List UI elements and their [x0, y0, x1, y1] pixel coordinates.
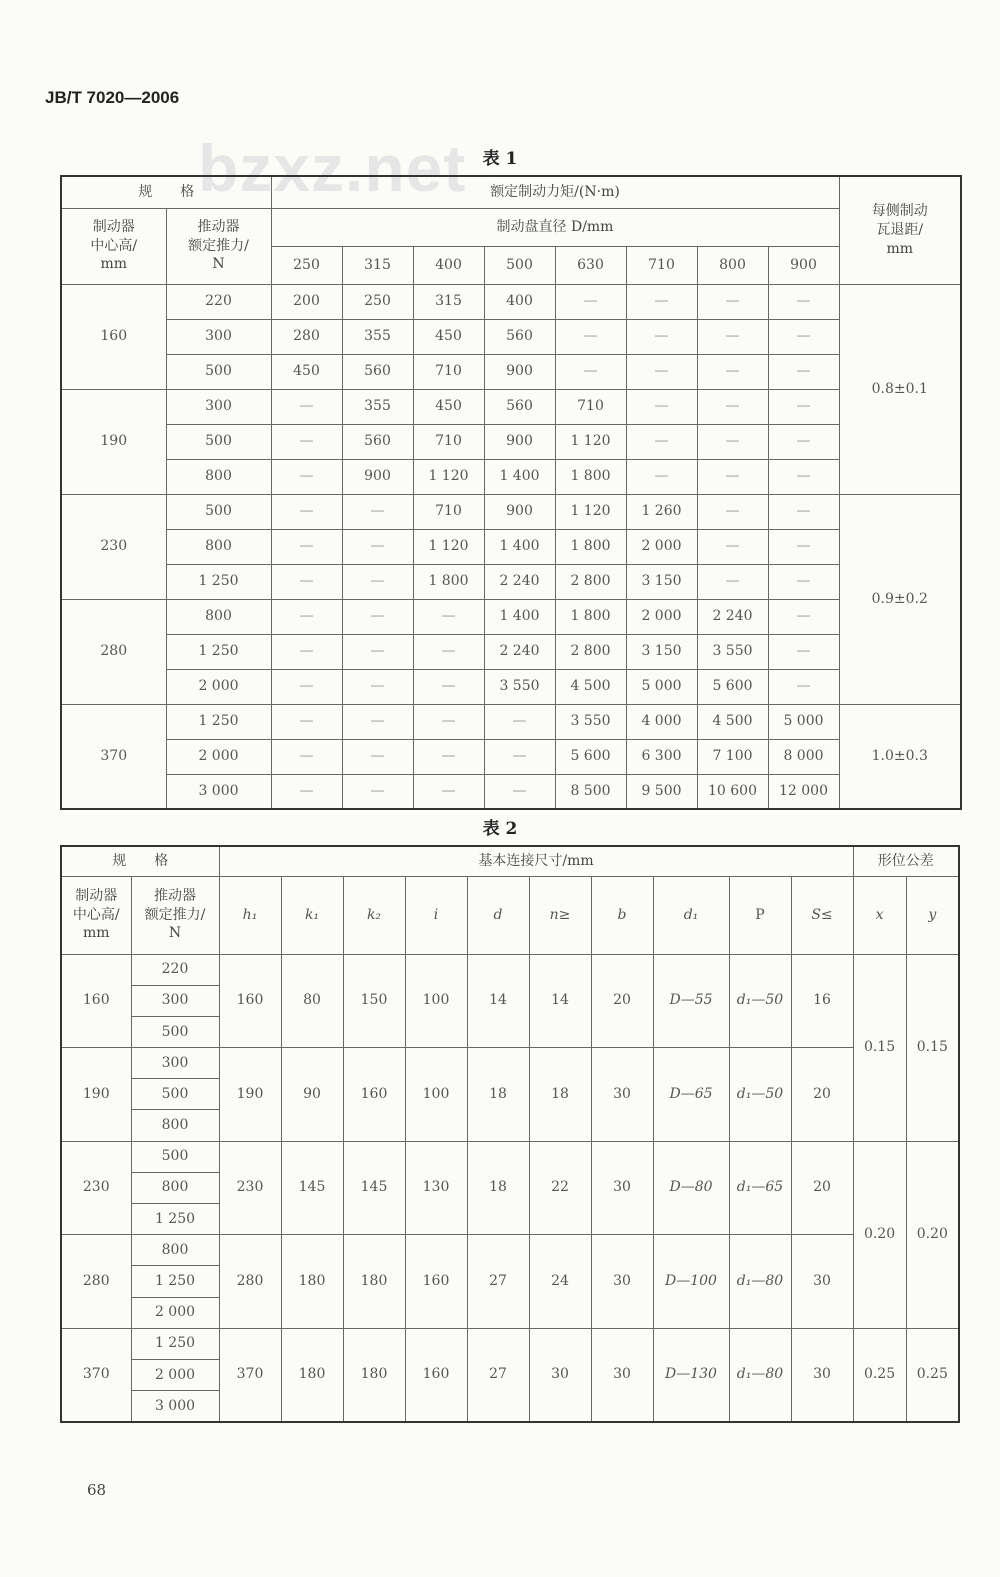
t1-torque-cell: 560 — [342, 424, 413, 459]
t2-dim-cell: D—65 — [653, 1048, 729, 1142]
t2-thrust: 500 — [131, 1079, 219, 1110]
t1-torque-cell: — — [555, 354, 626, 389]
watermark: bzxz.net — [198, 131, 467, 205]
t2-dim-cell: 100 — [405, 954, 467, 1048]
t1-torque-cell: 900 — [484, 424, 555, 459]
page-number: 68 — [87, 1481, 107, 1499]
t1-center-height: 370 — [61, 704, 166, 809]
t1-torque-cell: 450 — [413, 319, 484, 354]
t1-thrust: 800 — [166, 459, 271, 494]
t1-torque-cell: — — [271, 704, 342, 739]
t2-dim-cell: 20 — [591, 954, 653, 1048]
t1-row — [61, 389, 961, 424]
t2-dim-cell: 24 — [529, 1235, 591, 1329]
t1-torque-cell: 2 240 — [484, 564, 555, 599]
t2-dim-cell: 27 — [467, 1328, 529, 1422]
t1-thrust: 3 000 — [166, 774, 271, 809]
t2-thrust: 1 250 — [131, 1328, 219, 1359]
t1-torque-cell: — — [768, 634, 839, 669]
t1-torque-cell: — — [271, 599, 342, 634]
t1-torque-cell: — — [555, 319, 626, 354]
t1-torque-cell: — — [413, 739, 484, 774]
t1-thrust: 500 — [166, 354, 271, 389]
t1-diameter-250: 250 — [271, 246, 342, 284]
t1-thrust: 800 — [166, 599, 271, 634]
t2-row — [61, 1141, 959, 1172]
t1-torque-cell: 280 — [271, 319, 342, 354]
t1-torque-cell: — — [768, 319, 839, 354]
t1-row — [61, 529, 961, 564]
t1-torque-cell: 3 550 — [697, 634, 768, 669]
t1-torque-cell: — — [271, 389, 342, 424]
t1-torque-cell: 450 — [413, 389, 484, 424]
t1-torque-cell: 560 — [342, 354, 413, 389]
t2-col-header: d — [467, 876, 529, 954]
t2-h-basic: 基本连接尺寸/mm — [219, 846, 853, 876]
t1-torque-cell: — — [697, 354, 768, 389]
t1-torque-cell: — — [697, 319, 768, 354]
t2-h-spec: 规 格 — [61, 846, 219, 876]
t2-tol-x: 0.15 — [853, 954, 906, 1141]
t2-dim-cell: d₁—50 — [729, 1048, 791, 1142]
t2-dim-cell: d₁—80 — [729, 1235, 791, 1329]
t1-torque-cell: 900 — [484, 494, 555, 529]
t2-col-header: b — [591, 876, 653, 954]
t2-col-header: x — [853, 876, 906, 954]
t2-col-header: k₁ — [281, 876, 343, 954]
t1-torque-cell: — — [342, 739, 413, 774]
t1-torque-cell: — — [342, 774, 413, 809]
t1-torque-cell: — — [413, 634, 484, 669]
t2-dim-cell: d₁—50 — [729, 954, 791, 1048]
t1-h-thrust: 推动器 额定推力/ N — [166, 208, 271, 284]
t1-torque-cell: 900 — [342, 459, 413, 494]
t1-torque-cell: — — [768, 669, 839, 704]
t1-torque-cell: 1 800 — [555, 459, 626, 494]
t1-torque-cell: — — [413, 704, 484, 739]
t1-torque-cell: — — [484, 774, 555, 809]
t1-torque-cell: — — [413, 599, 484, 634]
t2-dim-cell: d₁—80 — [729, 1328, 791, 1422]
t2-thrust: 500 — [131, 1016, 219, 1047]
t2-thrust: 300 — [131, 1048, 219, 1079]
t1-torque-cell: 1 400 — [484, 599, 555, 634]
t1-torque-cell: 1 120 — [555, 424, 626, 459]
t2-dim-cell: 370 — [219, 1328, 281, 1422]
t2-thrust: 220 — [131, 954, 219, 985]
t2-dim-cell: 160 — [219, 954, 281, 1048]
t1-center-height: 280 — [61, 599, 166, 704]
t1-header-row-1 — [61, 176, 961, 208]
t2-dim-cell: 160 — [343, 1048, 405, 1142]
t1-thrust: 2 000 — [166, 739, 271, 774]
t2-dim-cell: 180 — [343, 1235, 405, 1329]
t2-col-header: d₁ — [653, 876, 729, 954]
t2-col-header: P — [729, 876, 791, 954]
t2-dim-cell: D—80 — [653, 1141, 729, 1235]
t2-dim-cell: 14 — [467, 954, 529, 1048]
t1-torque-cell: 4 500 — [555, 669, 626, 704]
t1-diameter-900: 900 — [768, 246, 839, 284]
t1-torque-cell: 2 800 — [555, 634, 626, 669]
t1-torque-cell: — — [271, 739, 342, 774]
t1-torque-cell: 5 000 — [768, 704, 839, 739]
t1-torque-cell: 1 260 — [626, 494, 697, 529]
t1-torque-cell: — — [697, 284, 768, 319]
t1-torque-cell: — — [697, 494, 768, 529]
t1-h-spec: 规 格 — [61, 176, 271, 208]
t1-row — [61, 459, 961, 494]
t1-torque-cell: 2 000 — [626, 599, 697, 634]
t1-torque-cell: — — [271, 529, 342, 564]
t1-torque-cell: 10 600 — [697, 774, 768, 809]
t2-dim-cell: 30 — [591, 1141, 653, 1235]
t1-torque-cell: — — [413, 669, 484, 704]
t1-torque-cell: — — [342, 704, 413, 739]
t1-h-clearance: 每侧制动 瓦退距/ mm — [839, 176, 961, 284]
t2-thrust: 2 000 — [131, 1359, 219, 1390]
t1-diameter-400: 400 — [413, 246, 484, 284]
t1-h-disc: 制动盘直径 D/mm — [271, 208, 839, 246]
t1-torque-cell: — — [768, 599, 839, 634]
t2-dim-cell: 27 — [467, 1235, 529, 1329]
t1-torque-cell: — — [697, 529, 768, 564]
t2-dim-cell: 30 — [529, 1328, 591, 1422]
t2-thrust: 500 — [131, 1141, 219, 1172]
t1-torque-cell: — — [271, 459, 342, 494]
t1-diameter-500: 500 — [484, 246, 555, 284]
t2-dim-cell: 160 — [405, 1328, 467, 1422]
t2-thrust: 800 — [131, 1172, 219, 1203]
table1-caption: 表 1 — [482, 149, 518, 169]
t1-torque-cell: 2 800 — [555, 564, 626, 599]
t1-torque-cell: — — [484, 739, 555, 774]
t1-h-center: 制动器 中心高/ mm — [61, 208, 166, 284]
t1-thrust: 2 000 — [166, 669, 271, 704]
t1-torque-cell: — — [342, 669, 413, 704]
t2-col-header: S≤ — [791, 876, 853, 954]
t2-col-header: i — [405, 876, 467, 954]
t1-torque-cell: — — [768, 354, 839, 389]
t2-dim-cell: 30 — [791, 1235, 853, 1329]
t1-torque-cell: — — [768, 424, 839, 459]
t2-col-header: n≥ — [529, 876, 591, 954]
t1-row — [61, 494, 961, 529]
t2-dim-cell: 145 — [281, 1141, 343, 1235]
t1-torque-cell: 2 240 — [697, 599, 768, 634]
t2-header-row-1 — [61, 846, 959, 876]
table1 — [60, 175, 962, 810]
standard-number: JB/T 7020—2006 — [45, 88, 180, 107]
t1-torque-cell: — — [768, 389, 839, 424]
t1-torque-cell: 12 000 — [768, 774, 839, 809]
t1-torque-cell: 1 400 — [484, 459, 555, 494]
t2-dim-cell: 150 — [343, 954, 405, 1048]
t2-thrust: 800 — [131, 1110, 219, 1141]
t1-torque-cell: 7 100 — [697, 739, 768, 774]
t1-torque-cell: — — [342, 529, 413, 564]
t2-thrust: 300 — [131, 985, 219, 1016]
t2-dim-cell: 130 — [405, 1141, 467, 1235]
t2-dim-cell: D—100 — [653, 1235, 729, 1329]
t2-center-height: 280 — [61, 1235, 131, 1329]
t1-torque-cell: 5 600 — [697, 669, 768, 704]
t2-dim-cell: D—55 — [653, 954, 729, 1048]
t1-torque-cell: 3 150 — [626, 564, 697, 599]
t1-h-torque: 额定制动力矩/(N·m) — [271, 176, 839, 208]
t2-thrust: 1 250 — [131, 1266, 219, 1297]
t1-torque-cell: — — [271, 634, 342, 669]
t1-clearance: 1.0±0.3 — [839, 704, 961, 809]
t1-row — [61, 669, 961, 704]
t2-dim-cell: 80 — [281, 954, 343, 1048]
t1-thrust: 1 250 — [166, 704, 271, 739]
t1-torque-cell: — — [484, 704, 555, 739]
t1-torque-cell: 200 — [271, 284, 342, 319]
t2-tol-x: 0.20 — [853, 1141, 906, 1328]
t2-row — [61, 1328, 959, 1359]
t1-clearance: 0.8±0.1 — [839, 284, 961, 494]
t1-torque-cell: — — [271, 494, 342, 529]
t1-torque-cell: — — [626, 284, 697, 319]
t1-torque-cell: 1 400 — [484, 529, 555, 564]
t1-torque-cell: — — [413, 774, 484, 809]
t2-dim-cell: 190 — [219, 1048, 281, 1142]
t2-col-header: y — [906, 876, 959, 954]
t2-thrust: 3 000 — [131, 1391, 219, 1422]
t1-center-height: 230 — [61, 494, 166, 599]
t1-torque-cell: — — [342, 564, 413, 599]
t1-row — [61, 774, 961, 809]
t1-torque-cell: 8 500 — [555, 774, 626, 809]
t1-row — [61, 739, 961, 774]
t2-center-height: 190 — [61, 1048, 131, 1142]
t1-row — [61, 319, 961, 354]
t1-torque-cell: 560 — [484, 389, 555, 424]
t1-torque-cell: 710 — [413, 494, 484, 529]
table2-caption: 表 2 — [482, 819, 518, 839]
t1-torque-cell: — — [626, 424, 697, 459]
t1-torque-cell: — — [271, 424, 342, 459]
t1-torque-cell: — — [555, 284, 626, 319]
t1-torque-cell: 9 500 — [626, 774, 697, 809]
t1-diameter-710: 710 — [626, 246, 697, 284]
t2-thrust: 1 250 — [131, 1204, 219, 1235]
t1-torque-cell: — — [342, 634, 413, 669]
t1-torque-cell: 4 000 — [626, 704, 697, 739]
t1-diameter-315: 315 — [342, 246, 413, 284]
t2-dim-cell: 230 — [219, 1141, 281, 1235]
t2-dim-cell: 90 — [281, 1048, 343, 1142]
t1-torque-cell: 900 — [484, 354, 555, 389]
t2-dim-cell: 20 — [791, 1048, 853, 1142]
t2-center-height: 160 — [61, 954, 131, 1048]
t1-torque-cell: 1 800 — [555, 529, 626, 564]
t1-thrust: 800 — [166, 529, 271, 564]
t1-torque-cell: 3 550 — [484, 669, 555, 704]
t2-header-row-2 — [61, 876, 959, 954]
t1-torque-cell: — — [697, 564, 768, 599]
t2-dim-cell: 16 — [791, 954, 853, 1048]
t1-center-height: 190 — [61, 389, 166, 494]
t2-dim-cell: 100 — [405, 1048, 467, 1142]
t1-torque-cell: 355 — [342, 319, 413, 354]
t2-dim-cell: 30 — [591, 1328, 653, 1422]
t1-torque-cell: — — [271, 774, 342, 809]
t2-dim-cell: 20 — [791, 1141, 853, 1235]
t1-torque-cell: — — [697, 424, 768, 459]
t1-thrust: 500 — [166, 494, 271, 529]
t2-dim-cell: 30 — [591, 1235, 653, 1329]
t2-tol-y: 0.25 — [906, 1328, 959, 1422]
t2-tol-y: 0.20 — [906, 1141, 959, 1328]
t1-torque-cell: 1 120 — [413, 529, 484, 564]
t1-torque-cell: — — [342, 494, 413, 529]
t1-torque-cell: 250 — [342, 284, 413, 319]
t2-dim-cell: 280 — [219, 1235, 281, 1329]
t2-dim-cell: 18 — [467, 1141, 529, 1235]
t2-dim-cell: 180 — [281, 1235, 343, 1329]
t1-torque-cell: 560 — [484, 319, 555, 354]
t2-dim-cell: D—130 — [653, 1328, 729, 1422]
t2-dim-cell: 180 — [281, 1328, 343, 1422]
t1-torque-cell: 710 — [555, 389, 626, 424]
t1-torque-cell: 450 — [271, 354, 342, 389]
t1-center-height: 160 — [61, 284, 166, 389]
t2-dim-cell: 180 — [343, 1328, 405, 1422]
t1-torque-cell: 355 — [342, 389, 413, 424]
t2-thrust: 2 000 — [131, 1297, 219, 1328]
t1-torque-cell: 1 120 — [555, 494, 626, 529]
t1-torque-cell: — — [768, 564, 839, 599]
t1-clearance: 0.9±0.2 — [839, 494, 961, 704]
t2-h-tol: 形位公差 — [853, 846, 959, 876]
t1-torque-cell: — — [697, 459, 768, 494]
t1-torque-cell: — — [768, 284, 839, 319]
t1-thrust: 1 250 — [166, 634, 271, 669]
t1-torque-cell: — — [626, 389, 697, 424]
t2-dim-cell: 30 — [591, 1048, 653, 1142]
t1-torque-cell: 5 600 — [555, 739, 626, 774]
t1-diameter-630: 630 — [555, 246, 626, 284]
t1-torque-cell: 2 240 — [484, 634, 555, 669]
t1-torque-cell: 400 — [484, 284, 555, 319]
t1-torque-cell: 6 300 — [626, 739, 697, 774]
t1-torque-cell: 1 120 — [413, 459, 484, 494]
t2-center-height: 230 — [61, 1141, 131, 1235]
t1-torque-cell: 8 000 — [768, 739, 839, 774]
t2-dim-cell: 22 — [529, 1141, 591, 1235]
t1-torque-cell: — — [271, 669, 342, 704]
t1-row — [61, 564, 961, 599]
t2-row — [61, 1235, 959, 1266]
t1-torque-cell: — — [768, 459, 839, 494]
t1-torque-cell: 710 — [413, 354, 484, 389]
t1-torque-cell: 1 800 — [555, 599, 626, 634]
t1-row — [61, 424, 961, 459]
t1-torque-cell: — — [697, 389, 768, 424]
t1-row — [61, 634, 961, 669]
t1-thrust: 500 — [166, 424, 271, 459]
t2-h-thrust: 推动器 额定推力/ N — [131, 876, 219, 954]
t1-torque-cell: 710 — [413, 424, 484, 459]
t2-dim-cell: 18 — [467, 1048, 529, 1142]
t1-torque-cell: 3 550 — [555, 704, 626, 739]
t2-row — [61, 1048, 959, 1079]
t1-thrust: 220 — [166, 284, 271, 319]
t1-torque-cell: — — [768, 494, 839, 529]
t1-torque-cell: 4 500 — [697, 704, 768, 739]
t1-row — [61, 704, 961, 739]
t2-dim-cell: 14 — [529, 954, 591, 1048]
t2-center-height: 370 — [61, 1328, 131, 1422]
t1-thrust: 300 — [166, 319, 271, 354]
t2-thrust: 800 — [131, 1235, 219, 1266]
t1-thrust: 1 250 — [166, 564, 271, 599]
t1-torque-cell: — — [626, 319, 697, 354]
t2-dim-cell: 30 — [791, 1328, 853, 1422]
t1-diameter-800: 800 — [697, 246, 768, 284]
t2-col-header: h₁ — [219, 876, 281, 954]
t1-torque-cell: 1 800 — [413, 564, 484, 599]
t2-dim-cell: d₁—65 — [729, 1141, 791, 1235]
t1-torque-cell: — — [342, 599, 413, 634]
t1-row — [61, 599, 961, 634]
t1-torque-cell: 2 000 — [626, 529, 697, 564]
t1-torque-cell: — — [626, 459, 697, 494]
t1-thrust: 300 — [166, 389, 271, 424]
t1-torque-cell: — — [768, 529, 839, 564]
table2 — [60, 845, 960, 1423]
t1-torque-cell: 315 — [413, 284, 484, 319]
t1-torque-cell: — — [626, 354, 697, 389]
t2-h-center: 制动器 中心高/ mm — [61, 876, 131, 954]
t1-torque-cell: — — [271, 564, 342, 599]
t1-row — [61, 284, 961, 319]
t1-header-row-2 — [61, 208, 961, 246]
t1-torque-cell: 5 000 — [626, 669, 697, 704]
t2-row — [61, 954, 959, 985]
t2-dim-cell: 160 — [405, 1235, 467, 1329]
t2-col-header: k₂ — [343, 876, 405, 954]
t2-tol-y: 0.15 — [906, 954, 959, 1141]
t1-torque-cell: 3 150 — [626, 634, 697, 669]
t2-dim-cell: 18 — [529, 1048, 591, 1142]
t2-tol-x: 0.25 — [853, 1328, 906, 1422]
t2-dim-cell: 145 — [343, 1141, 405, 1235]
t1-row — [61, 354, 961, 389]
